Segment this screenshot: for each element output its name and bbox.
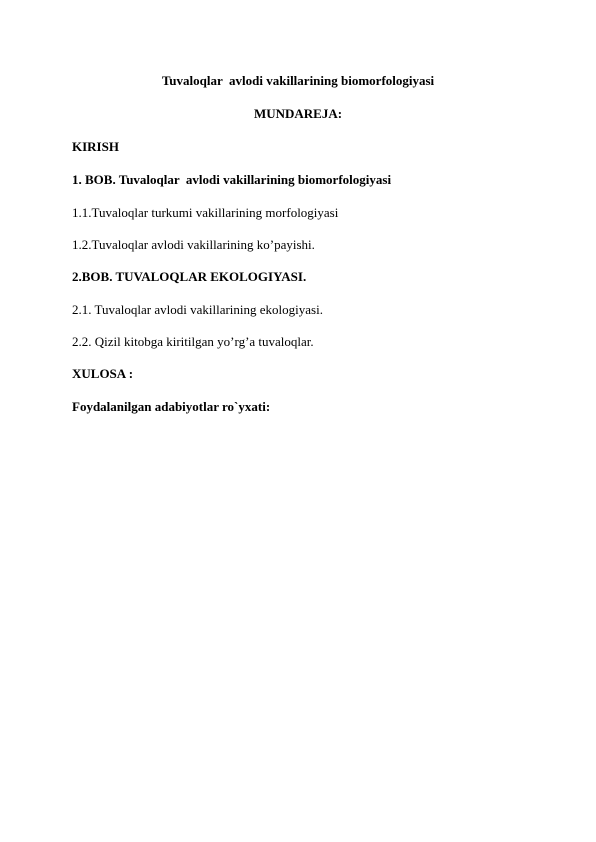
toc-item-2-1: 2.1. Tuvaloqlar avlodi vakillarining ekologiyasi. [72, 302, 323, 317]
toc-item-introduction: KIRISH [72, 139, 119, 154]
toc-item-1-1: 1.1.Tuvaloqlar turkumi vakillarining morfologiyasi [72, 205, 339, 220]
toc-item-1-2: 1.2.Tuvaloqlar avlodi vakillarining ko’payishi. [72, 237, 315, 252]
toc-item-chapter-1: 1. BOB. Tuvaloqlar avlodi vakillarining biomorfologiyasi [72, 172, 392, 187]
toc-item-2-2: 2.2. Qizil kitobga kiritilgan yo’rg’a tuvaloqlar. [72, 334, 314, 349]
toc-item-chapter-2: 2.BOB. TUVALOQLAR EKOLOGIYASI. [72, 269, 307, 284]
toc-item-conclusion: XULOSA : [72, 366, 134, 381]
document-title: Tuvaloqlar avlodi vakillarining biomorfologiyasi [161, 73, 435, 88]
contents-heading: MUNDAREJA: [253, 106, 343, 121]
toc-item-references: Foydalanilgan adabiyotlar ro`yxati: [72, 399, 271, 414]
